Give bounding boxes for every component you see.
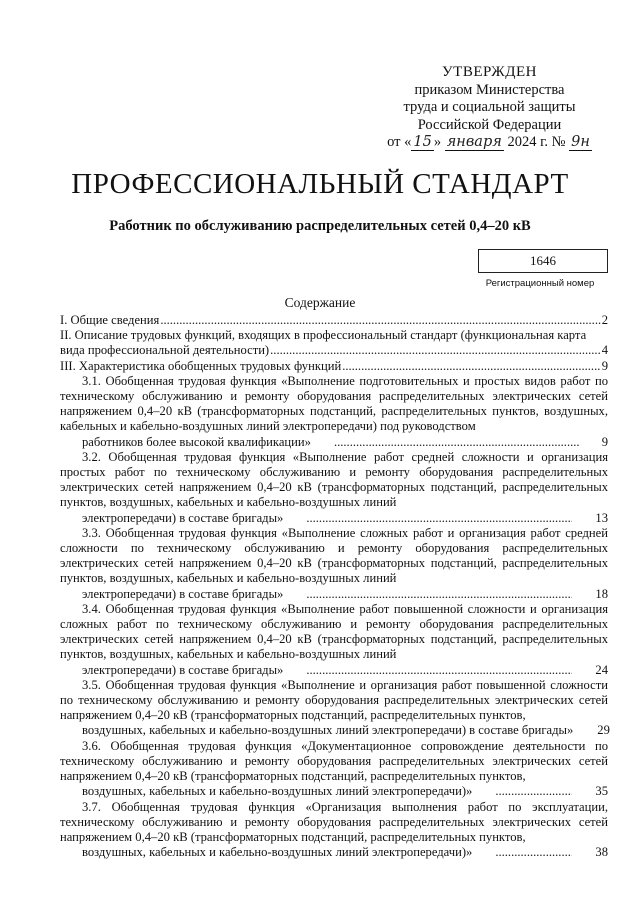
toc-entry-text-end: электропередачи) в составе бригады» (82, 662, 284, 677)
toc-entry-text-end: электропередачи) в составе бригады» (82, 586, 284, 601)
toc-entry-3-2 (60, 450, 608, 526)
toc-page-number: 29 (597, 723, 610, 738)
toc-entry-text: 3.3. Обобщенная трудовая функция «Выполнение сложных работ и организация работ средней сложности по техническому обслуживанию и ремонту оборудования распределительных электрических сетей напряжением 0,4–20 кВ (трансформаторных подстанций, распределительных пунктов, воздушных, кабельных и кабельно-воздушных линий (60, 525, 608, 586)
toc-leader-dots (160, 313, 600, 328)
toc-entry-text-end: воздушных, кабельных и кабельно-воздушных линий электропередачи) в составе бригады» (82, 723, 574, 738)
registration-number-box: 1646 (478, 249, 608, 273)
date-prefix: от « (387, 134, 412, 150)
approval-word: УТВЕРЖДЕН (442, 64, 537, 80)
toc-entry-text: III. Характеристика обобщенных трудовых функций (60, 358, 342, 373)
approval-line-3: Российской Федерации (417, 116, 562, 133)
toc-entry-3-3 (60, 526, 608, 602)
date-mid: » (433, 134, 442, 150)
toc-entry-text-end: воздушных, кабельных и кабельно-воздушных линий электропередачи)» (82, 845, 473, 860)
toc-entry-text: 3.6. Обобщенная трудовая функция «Документационное сопровождение деятельности по техническому обслуживанию и ремонту оборудования распределительных электрических сетей напряжением 0,4–20 кВ (трансформаторных подстанций, распределительных пунктов, (60, 738, 608, 784)
approval-line-2: труда и социальной защиты (403, 99, 576, 115)
toc-page-number: 2 (601, 313, 608, 327)
order-number: 9н (571, 134, 590, 150)
toc-entry-text: 3.1. Обобщенная трудовая функция «Выполнение подготовительных и простых видов работ по техническому обслуживанию и ремонту оборудования распределительных электрических сетей напряжением 0,4–20 кВ (трансформаторных подстанций, распределительных пунктов, воздушных, кабельных и кабельно-воздушных линий электропередачи) под руководством (60, 373, 608, 434)
toc-entry-text: 3.4. Обобщенная трудовая функция «Выполнение работ повышенной сложности и организация сложных работ по техническому обслуживанию и ремонту оборудования распределительных электрических сетей напряжением 0,4–20 кВ (трансформаторных подстанций, распределительных пунктов, воздушных, кабельных и кабельно-воздушных линий (60, 601, 608, 662)
date-month: января (446, 134, 502, 150)
toc-leader-dots (284, 511, 572, 526)
date-day: 15 (413, 134, 432, 150)
toc-page-number: 18 (595, 586, 608, 601)
toc-page-number: 4 (601, 343, 608, 358)
toc-page-number: 24 (595, 662, 608, 677)
toc-entry-text-end: работников более высокой квалификации» (82, 434, 311, 449)
toc-entry-3-1 (60, 374, 608, 450)
approval-line-1: приказом Министерства (414, 81, 565, 98)
toc-leader-dots (473, 845, 572, 860)
toc-leader-dots (284, 663, 572, 678)
toc-entry-text: 3.2. Обобщенная трудовая функция «Выполнение работ средней сложности и организация простых работ по техническому обслуживанию и ремонту оборудования распределительных электрических сетей напряжением 0,4–20 кВ (трансформаторных подстанций, распределительных пунктов, воздушных, кабельных и кабельно-воздушных линий (60, 449, 608, 510)
registration-number-label: Регистрационный номер (485, 278, 595, 289)
approval-date-line (372, 134, 607, 152)
approval-block (372, 64, 607, 152)
toc-leader-dots (284, 587, 572, 602)
toc-entry-functional-map (60, 328, 608, 358)
toc-entry-characteristics (60, 359, 608, 374)
date-year: 2024 г. № (507, 134, 566, 150)
toc-entry-text: 3.7. Обобщенная трудовая функция «Организация выполнения работ по эксплуатации, техническому обслуживанию и ремонту оборудования распределительных электрических сетей напряжением 0,4–20 кВ (трансформаторных подстанций, распределительных пунктов, (60, 799, 608, 844)
toc-entry-text: I. Общие сведения (60, 313, 160, 327)
toc-entry-text-end: электропередачи) в составе бригады» (82, 510, 284, 525)
document-subtitle: Работник по обслуживанию распределительных сетей 0,4–20 кВ (109, 218, 531, 234)
toc-entry-text-end: воздушных, кабельных и кабельно-воздушных линий электропередачи)» (82, 784, 473, 799)
toc-page-number: 9 (601, 358, 608, 373)
table-of-contents (60, 313, 608, 860)
toc-page-number: 9 (601, 434, 608, 449)
contents-heading: Содержание (284, 295, 356, 310)
toc-entry-text-end: вида профессиональной деятельности) (60, 343, 270, 358)
toc-page-number: 35 (595, 784, 608, 799)
toc-entry-3-6 (60, 739, 608, 800)
toc-entry-3-5 (60, 678, 608, 739)
toc-entry-text: II. Описание трудовых функций, входящих в профессиональный стандарт (функциональная карта (60, 328, 587, 343)
toc-leader-dots (270, 343, 601, 358)
toc-entry-general (60, 313, 608, 328)
toc-leader-dots (473, 784, 572, 799)
toc-leader-dots (312, 435, 579, 450)
toc-page-number: 38 (595, 845, 608, 860)
toc-entry-3-7 (60, 800, 608, 861)
document-title: ПРОФЕССИОНАЛЬНЫЙ СТАНДАРТ (71, 168, 569, 200)
toc-entry-3-4 (60, 602, 608, 678)
toc-entry-text: 3.5. Обобщенная трудовая функция «Выполнение и организация работ повышенной сложности по техническому обслуживанию и ремонту оборудования распределительных электрических сетей напряжением 0,4–20 кВ (трансформаторных подстанций, распределительных пунктов, (60, 677, 608, 723)
toc-page-number: 13 (595, 510, 608, 525)
toc-leader-dots (342, 359, 601, 374)
